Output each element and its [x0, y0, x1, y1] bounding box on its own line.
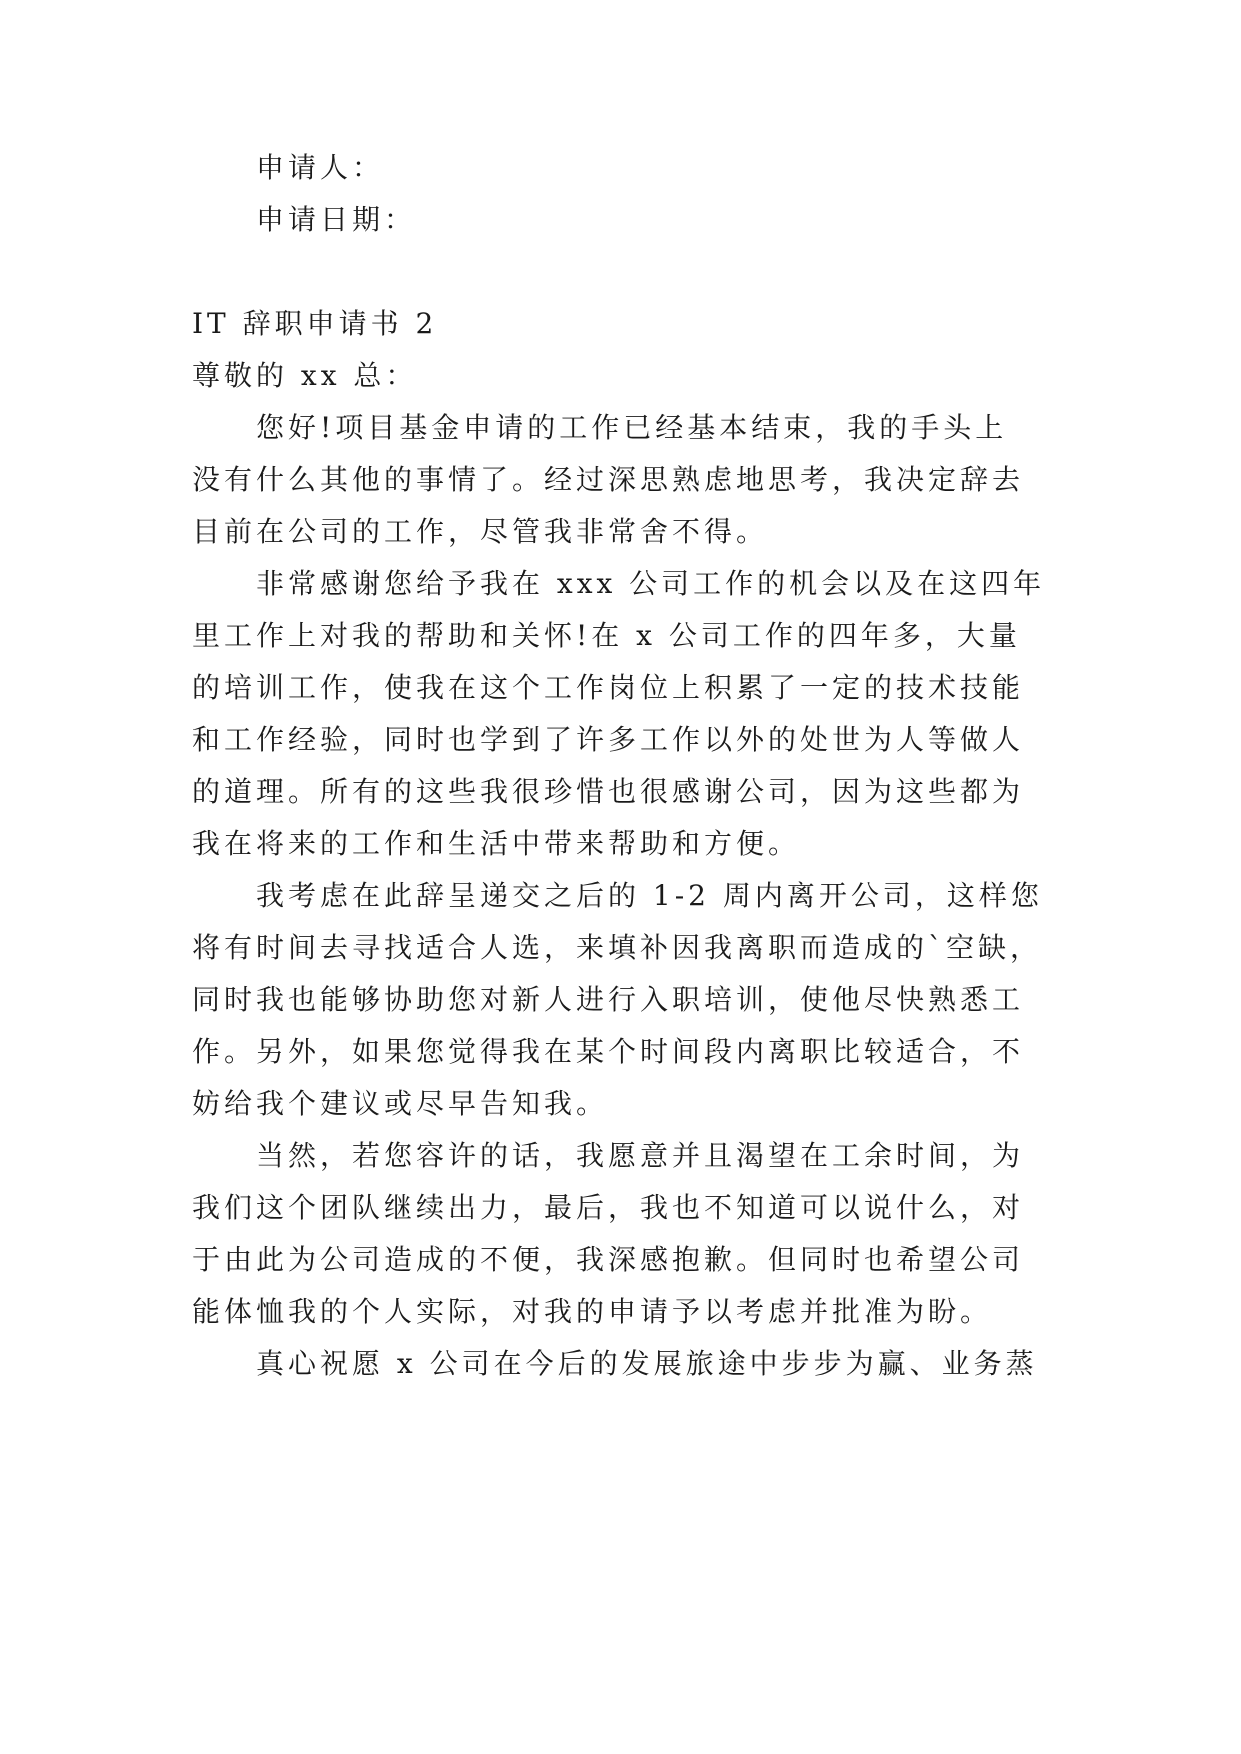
body-line: 没有什么其他的事情了。经过深思熟虑地思考，我决定辞去 — [192, 463, 1025, 496]
body-line: 于由此为公司造成的不便，我深感抱歉。但同时也希望公司 — [192, 1243, 1025, 1276]
body-line: 将有时间去寻找适合人选，来填补因我离职而造成的`空缺， — [192, 931, 1043, 964]
body-line: 的道理。所有的这些我很珍惜也很感谢公司，因为这些都为 — [192, 775, 1025, 808]
salutation: 尊敬的 xx 总： — [192, 359, 418, 392]
body-line: 当然，若您容许的话，我愿意并且渴望在工余时间，为 — [256, 1139, 1025, 1172]
body-line: 的培训工作，使我在这个工作岗位上积累了一定的技术技能 — [192, 671, 1025, 704]
body-line: 非常感谢您给予我在 xxx 公司工作的机会以及在这四年 — [256, 567, 1046, 600]
applicant-label: 申请人： — [256, 151, 385, 184]
body-line: 我在将来的工作和生活中带来帮助和方便。 — [192, 827, 801, 860]
body-line: 作。另外，如果您觉得我在某个时间段内离职比较适合，不 — [192, 1035, 1025, 1068]
body-line: 能体恤我的个人实际，对我的申请予以考虑并批准为盼。 — [192, 1295, 993, 1328]
body-line: 真心祝愿 x 公司在今后的发展旅途中步步为赢、业务蒸 — [256, 1347, 1038, 1380]
body-line: 里工作上对我的帮助和关怀!在 x 公司工作的四年多，大量 — [192, 619, 1021, 652]
body-line: 和工作经验，同时也学到了许多工作以外的处世为人等做人 — [192, 723, 1025, 756]
letter-title: IT 辞职申请书 2 — [192, 307, 438, 340]
body-line: 妨给我个建议或尽早告知我。 — [192, 1087, 609, 1120]
application-date-label: 申请日期： — [256, 203, 417, 236]
body-line: 您好!项目基金申请的工作已经基本结束，我的手头上 — [256, 411, 1008, 444]
body-line: 目前在公司的工作，尽管我非常舍不得。 — [192, 515, 769, 548]
body-line: 我们这个团队继续出力，最后，我也不知道可以说什么，对 — [192, 1191, 1025, 1224]
body-line: 同时我也能够协助您对新人进行入职培训，使他尽快熟悉工 — [192, 983, 1025, 1016]
body-line: 我考虑在此辞呈递交之后的 1-2 周内离开公司，这样您 — [256, 879, 1043, 912]
